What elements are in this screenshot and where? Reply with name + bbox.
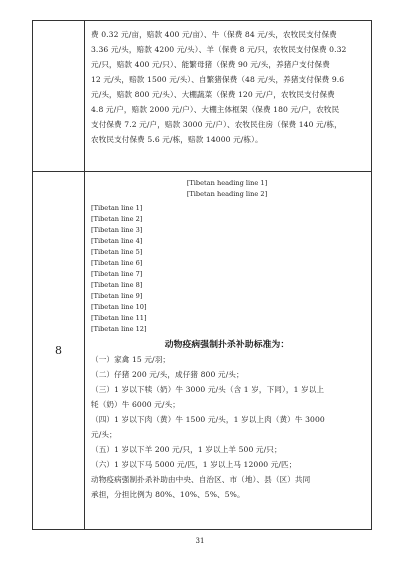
tibetan-line: [Tibetan line 4] xyxy=(91,237,143,245)
content-line: 农牧民支付保费 5.6 元/栋，赔款 14000 元/栋）。 xyxy=(91,135,263,144)
compensation-line: （三）1 岁以下犊（奶）牛 3000 元/头（含 1 岁，下同），1 岁以上 xyxy=(91,385,325,394)
tibetan-line: [Tibetan line 5] xyxy=(91,248,143,256)
compensation-line: （一）家禽 15 元/羽； xyxy=(91,355,171,364)
tibetan-line: [Tibetan line 12] xyxy=(91,325,147,333)
tibetan-line: [Tibetan line 9] xyxy=(91,292,143,300)
content-line: 元/只，赔款 400 元/只）、能繁母猪（保费 90 元/头，养猪户支付保费 xyxy=(91,60,330,69)
compensation-line: 承担，分担比例为 80%、10%、5%、5%。 xyxy=(91,490,245,499)
content-line: 3.36 元/头，赔款 4200 元/头）、羊（保费 8 元/只，农牧民支付保费 0.32 xyxy=(91,45,347,54)
content-line: 费 0.32 元/亩，赔款 400 元/亩）、牛（保费 84 元/头，农牧民支付保费 xyxy=(91,30,337,39)
table-row-continued xyxy=(33,21,371,171)
tibetan-line: [Tibetan line 11] xyxy=(91,314,147,322)
tibetan-line: [Tibetan line 10] xyxy=(91,303,147,311)
content-line: 4.8 元/户，赔款 2000 元/户）、大棚主体框架（保费 180 元/户，农牧民 xyxy=(91,105,340,114)
tibetan-heading-line: [Tibetan heading line 1] xyxy=(186,179,268,187)
compensation-line: 元/头； xyxy=(91,430,117,439)
compensation-line: （六）1 岁以下马 5000 元/匹，1 岁以上马 12000 元/匹； xyxy=(91,460,297,469)
compensation-line: （四）1 岁以下肉（黄）牛 1500 元/头，1 岁以上肉（黄）牛 3000 xyxy=(91,415,325,424)
tibetan-line: [Tibetan line 3] xyxy=(91,226,143,234)
tibetan-line: [Tibetan line 8] xyxy=(91,281,143,289)
content-line: 支付保费 7.2 元/户，赔款 3000 元/户）、农牧民住房（保费 140 元/栋， xyxy=(91,120,342,129)
tibetan-heading-line: [Tibetan heading line 2] xyxy=(186,190,268,198)
row-content-cell xyxy=(91,178,363,524)
content-line: 元/头，赔款 800 元/头）、大棚蔬菜（保费 120 元/户，农牧民支付保费 xyxy=(91,90,335,99)
row-index-number: 8 xyxy=(55,344,62,357)
compensation-heading: 动物疫病强制扑杀补助标准为： xyxy=(164,340,290,350)
tibetan-line: [Tibetan line 7] xyxy=(91,270,143,278)
page-number: 31 xyxy=(195,537,205,545)
compensation-line: （五）1 岁以下羊 200 元/只，1 岁以上羊 500 元/只； xyxy=(91,445,282,454)
row-content-cell xyxy=(91,27,363,165)
tibetan-line: [Tibetan line 1] xyxy=(91,204,143,212)
compensation-line: 动物疫病强制扑杀补助由中央、自治区、市（地）、县（区）共同 xyxy=(91,475,311,484)
tibetan-line: [Tibetan line 2] xyxy=(91,215,143,223)
policy-table xyxy=(32,20,372,530)
table-row-8 xyxy=(33,171,371,530)
compensation-line: 牦（奶）牛 6000 元/头； xyxy=(91,400,180,409)
compensation-line: （二）仔猪 200 元/头，成仔猪 800 元/头； xyxy=(91,370,244,379)
tibetan-line: [Tibetan line 6] xyxy=(91,259,143,267)
row-index-cell xyxy=(33,21,85,171)
row-index-cell xyxy=(33,172,85,530)
content-line: 12 元/头，赔款 1500 元/头）、自繁猪保费（48 元/头，养猪支付保费 9.6 xyxy=(91,75,345,84)
